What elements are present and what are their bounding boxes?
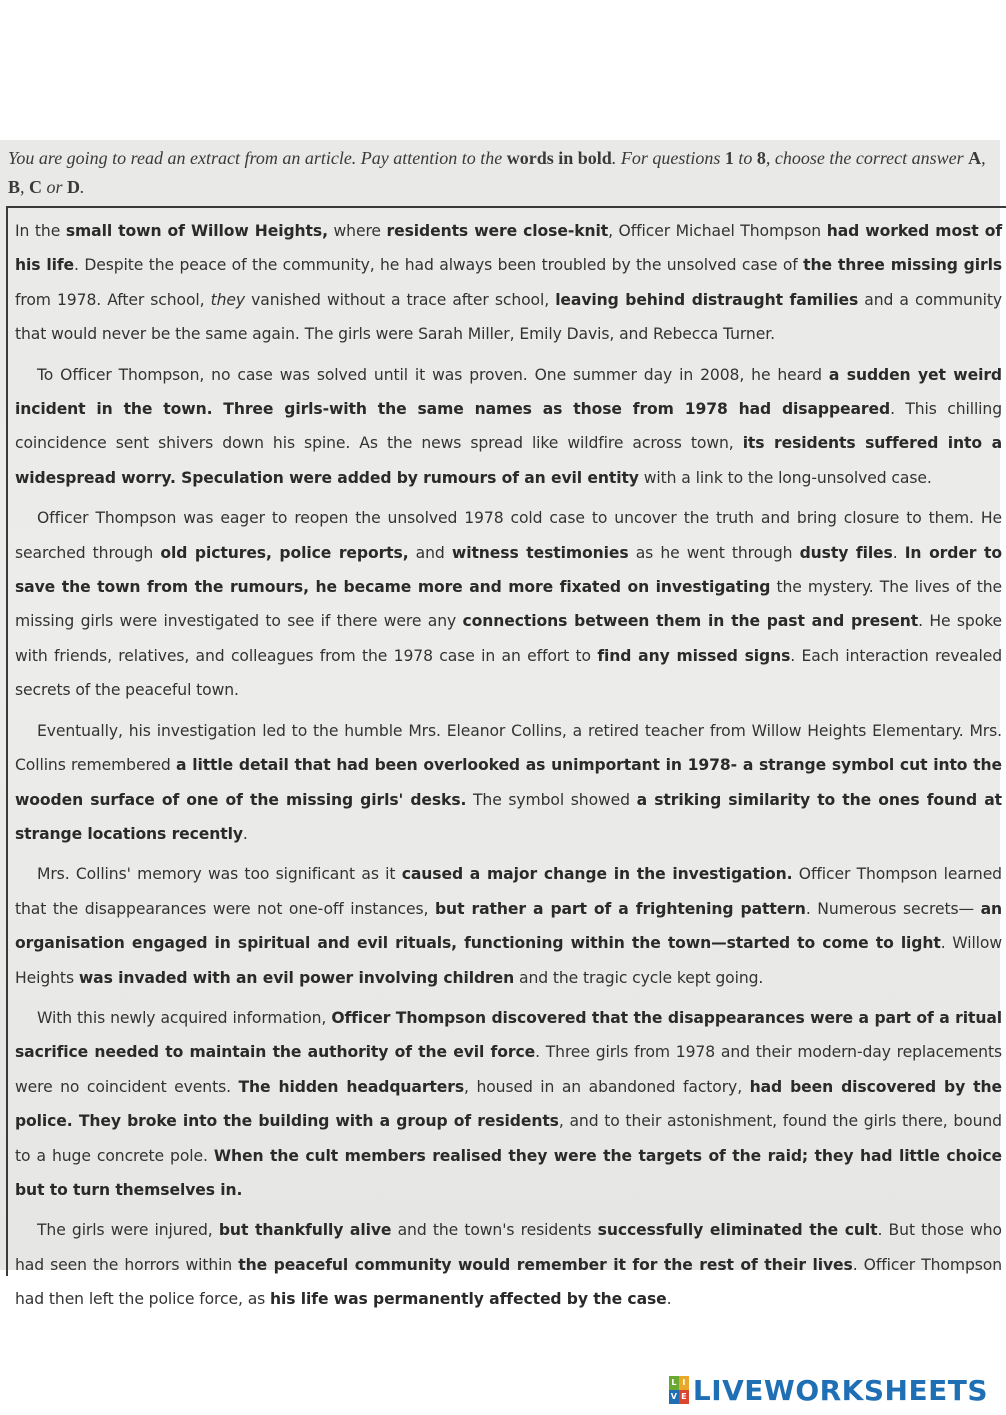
scanned-page	[0, 140, 1003, 1309]
paragraph-text: as he went through	[628, 543, 800, 562]
paragraph-text: With this newly acquired information,	[37, 1008, 332, 1027]
article-paragraph-5	[15, 857, 1002, 995]
instructions-text: You are going to read an extract from an article. Pay attention to the	[8, 148, 507, 168]
paragraph-text: . Each interaction revealed secrets of the peaceful town.	[15, 646, 1003, 700]
separator: ,	[981, 148, 986, 168]
bold-phrase: had worked most of his life	[15, 222, 1002, 275]
bold-phrase: the three missing girls	[803, 256, 1003, 275]
instructions-bold-text: words in bold	[506, 148, 612, 168]
article-paragraph-1	[15, 214, 1002, 352]
paragraph-text: . Three girls from 1978 and their modern-day replacements were no coincident events.	[15, 1043, 1002, 1096]
paragraph-text: The symbol showed	[466, 790, 637, 809]
bold-phrase: In order to save the town from the rumours, he became more and more fixated on investigating	[15, 543, 1002, 597]
paragraph-text: To Officer Thompson, no case was solved until it was proven. One summer day in 2008, he heard	[37, 365, 829, 384]
paragraph-text: , and to their astonishment, found the girls there, bound to a huge concrete pole.	[15, 1112, 1002, 1165]
bold-phrase: its residents suffered into a widespread worry. Speculation were added by rumours of an evil entity	[15, 434, 1002, 487]
bold-phrase: a sudden yet weird incident in the town. Three girls-with the same names as those from 1978 had disappeared	[15, 365, 1002, 419]
logo-mark-letter: L	[669, 1376, 679, 1390]
bold-phrase: had been discovered by the police. They broke into the building with a group of residents	[15, 1077, 1003, 1131]
paragraph-text: In the	[15, 222, 66, 240]
paragraph-text: , Officer Michael Thompson	[608, 222, 827, 240]
bold-phrase: leaving behind distraught families	[555, 290, 859, 309]
paragraph-text: . He spoke with friends, relatives, and colleagues from the 1978 case in an effort to	[15, 612, 1003, 665]
paragraph-text: with a link to the long-unsolved case.	[638, 468, 932, 487]
bold-phrase: residents were close-knit	[386, 222, 609, 240]
logo-text: LIVEWORKSHEETS	[692, 1373, 988, 1407]
italic-word: they	[210, 290, 246, 309]
option-d-label: D	[67, 177, 81, 197]
bold-phrase: The hidden headquarters	[238, 1077, 465, 1096]
paragraph-text: . Numerous secrets—	[805, 899, 981, 918]
instructions-text: , choose the correct answer	[765, 148, 969, 168]
paragraph-text: Mrs. Collins' memory was too significant as it	[37, 865, 402, 884]
paragraph-text: and the town's residents	[391, 1221, 598, 1240]
task-instructions	[8, 144, 998, 202]
logo-mark-letter: V	[669, 1390, 679, 1404]
paragraph-text: . Officer Thompson had then left the police force, as	[15, 1255, 1002, 1309]
separator: ,	[20, 177, 30, 197]
logo-mark-letter: I	[679, 1376, 689, 1390]
paragraph-text: where	[327, 222, 387, 240]
paragraph-text: .	[242, 824, 248, 843]
bold-phrase: Officer Thompson discovered that the disappearances were a part of a ritual sacrifice needed to maintain the authority of the evil force	[15, 1008, 1002, 1062]
paragraph-text: . This chilling coincidence sent shivers down his spine. As the news spread like wildfire across town,	[15, 400, 1003, 453]
article-extract-box	[6, 206, 1006, 1309]
bold-phrase: but thankfully alive	[218, 1221, 392, 1240]
paragraph-text: from 1978. After school,	[15, 290, 211, 309]
bold-phrase: a striking similarity to the ones found at strange locations recently	[15, 790, 1002, 843]
paragraph-text: . Despite the peace of the community, he had always been troubled by the unsolved case of	[74, 256, 804, 275]
bold-phrase: witness testimonies	[451, 543, 629, 562]
paragraph-text: and a community that would never be the same again. The girls were Sarah Miller, Emily Davis, and Rebecca Turner.	[15, 290, 1003, 344]
article-paragraph-2	[15, 358, 1002, 496]
article-paragraph-3	[15, 501, 1002, 707]
bold-phrase: old pictures, police reports,	[160, 543, 409, 562]
question-range-start: 1	[724, 148, 734, 168]
paragraph-text: and	[408, 543, 452, 562]
paragraph-text: and the tragic cycle kept going.	[514, 968, 764, 987]
article-paragraph-4	[15, 714, 1002, 852]
bold-phrase: connections between them in the past and present	[462, 612, 919, 631]
bold-phrase: the peaceful community would remember it for the rest of their lives	[238, 1255, 853, 1274]
liveworksheets-mark-icon	[669, 1376, 689, 1404]
bold-phrase: small town of Willow Heights,	[65, 222, 328, 240]
bold-phrase: dusty files	[799, 543, 893, 562]
bold-phrase: a little detail that had been overlooked as unimportant in 1978- a strange symbol cut into the wooden surface of one of the missing girls' desks.	[15, 756, 1003, 809]
instructions-text: to	[733, 148, 757, 168]
bold-phrase: successfully eliminated the cult	[597, 1221, 878, 1240]
paragraph-text: Eventually, his investigation led to the humble Mrs. Eleanor Collins, a retired teacher from Willow Heights Elementary. Mrs. Collins remembered	[15, 721, 1002, 775]
option-b-label: B	[8, 177, 21, 197]
instructions-text: . For questions	[611, 148, 725, 168]
paragraph-text: Officer Thompson was eager to reopen the unsolved 1978 cold case to uncover the truth and bring closure to them. He searched through	[15, 509, 1002, 562]
bold-phrase: caused a major change in the investigation.	[401, 865, 793, 884]
paragraph-text: . Willow Heights	[15, 934, 1003, 987]
logo-mark-letter: E	[679, 1390, 689, 1404]
paragraph-text: vanished without a trace after school,	[245, 290, 556, 309]
separator: .	[80, 177, 85, 197]
paragraph-text: . But those who had seen the horrors within	[15, 1221, 1002, 1274]
bold-phrase: his life was permanently affected by the case	[270, 1290, 667, 1309]
paragraph-text: Officer Thompson learned that the disappearances were not one-off instances,	[15, 865, 1002, 918]
paragraph-text: The girls were injured,	[37, 1221, 219, 1240]
separator: or	[42, 177, 68, 197]
option-a-label: A	[968, 148, 982, 168]
bold-phrase: find any missed signs	[597, 646, 791, 665]
paragraph-text: the mystery. The lives of the missing girls were investigated to see if there were any	[15, 578, 1002, 631]
bold-phrase: When the cult members realised they were the targets of the raid; they had little choice but to turn themselves in.	[15, 1146, 1002, 1199]
liveworksheets-logo	[669, 1372, 988, 1408]
question-range-end: 8	[756, 148, 766, 168]
bold-phrase: but rather a part of a frightening pattern	[435, 899, 806, 918]
article-paragraph-6	[15, 1001, 1002, 1207]
paragraph-text: .	[892, 543, 905, 562]
article-paragraph-7	[15, 1213, 1002, 1316]
paragraph-text: , housed in an abandoned factory,	[464, 1077, 750, 1096]
bold-phrase: was invaded with an evil power involving children	[78, 968, 515, 987]
bold-phrase: an organisation engaged in spiritual and evil rituals, functioning within the town—started to come to light	[15, 899, 1002, 953]
option-c-label: C	[29, 177, 43, 197]
paragraph-text: .	[666, 1290, 672, 1309]
